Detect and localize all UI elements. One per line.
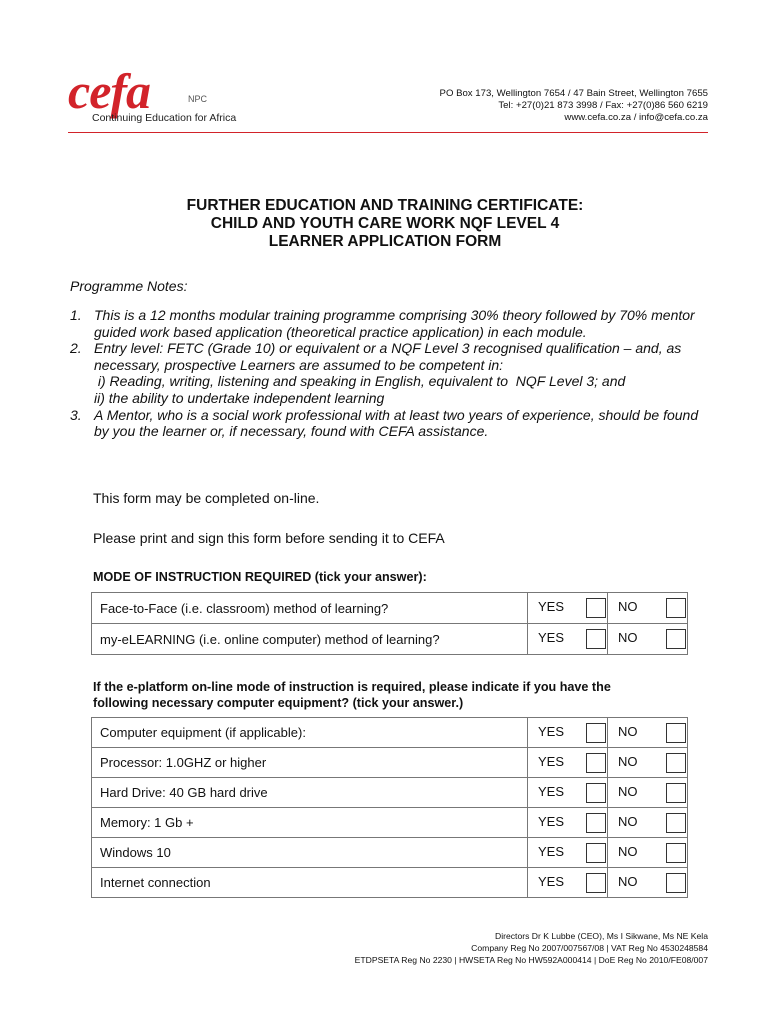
no-cell xyxy=(608,868,688,898)
logo-npc: NPC xyxy=(188,94,208,104)
yes-checkbox[interactable] xyxy=(586,753,606,773)
yes-checkbox[interactable] xyxy=(586,598,606,618)
footer-company-reg: Company Reg No 2007/007567/08 | VAT Reg No 4530248584 xyxy=(471,943,708,953)
no-checkbox[interactable] xyxy=(666,723,686,743)
mode-heading: MODE OF INSTRUCTION REQUIRED (tick your answer): xyxy=(93,570,427,584)
yes-label: YES xyxy=(538,723,565,739)
title-line-3: LEARNER APPLICATION FORM xyxy=(268,233,502,250)
table-row xyxy=(92,868,688,898)
no-label: NO xyxy=(618,813,638,829)
cefa-logo xyxy=(68,63,268,130)
note-item xyxy=(70,340,700,406)
no-cell xyxy=(608,778,688,808)
mode-label: Face-to-Face (i.e. classroom) method of learning? xyxy=(92,593,528,624)
yes-cell xyxy=(528,718,608,748)
table-row xyxy=(92,624,688,655)
note-text: A Mentor, who is a social work professional with at least two years of experience, should be found by you the learner or, if necessary, found with CEFA assistance. xyxy=(94,406,699,440)
contact-phone: Tel: +27(0)21 873 3998 / Fax: +27(0)86 560 6219 xyxy=(498,100,708,111)
note-text: This is a 12 months modular training programme comprising 30% theory followed by 70% mentor guided work based application (theoretical practice application) in each module. xyxy=(94,307,695,340)
table-row xyxy=(92,838,688,868)
logo-wordmark: cefa xyxy=(68,63,151,119)
note-subitem: ii) the ability to undertake independent learning xyxy=(94,389,385,406)
yes-checkbox[interactable] xyxy=(586,873,606,893)
yes-label: YES xyxy=(538,630,565,646)
yes-checkbox[interactable] xyxy=(586,843,606,863)
equipment-label: Hard Drive: 40 GB hard drive xyxy=(92,778,528,808)
no-label: NO xyxy=(618,599,638,615)
yes-label: YES xyxy=(538,599,565,615)
programme-notes-heading: Programme Notes: xyxy=(70,278,188,294)
no-checkbox[interactable] xyxy=(666,598,686,618)
table-row xyxy=(92,718,688,748)
table-row xyxy=(92,593,688,624)
note-number: 3. xyxy=(70,406,82,423)
equipment-label: Internet connection xyxy=(92,868,528,898)
yes-checkbox[interactable] xyxy=(586,783,606,803)
no-label: NO xyxy=(618,630,638,646)
yes-checkbox[interactable] xyxy=(586,813,606,833)
equipment-table xyxy=(91,717,688,898)
yes-label: YES xyxy=(538,813,565,829)
contact-block xyxy=(440,88,708,124)
no-label: NO xyxy=(618,873,638,889)
no-label: NO xyxy=(618,753,638,769)
yes-cell xyxy=(528,838,608,868)
no-cell xyxy=(608,838,688,868)
yes-cell xyxy=(528,748,608,778)
no-checkbox[interactable] xyxy=(666,813,686,833)
no-cell xyxy=(608,748,688,778)
yes-cell xyxy=(528,593,608,624)
no-checkbox[interactable] xyxy=(666,873,686,893)
footer-seta-reg: ETDPSETA Reg No 2230 | HWSETA Reg No HW592A000414 | DoE Reg No 2010/FE08/007 xyxy=(354,955,708,965)
contact-web: www.cefa.co.za / info@cefa.co.za xyxy=(564,112,708,123)
no-checkbox[interactable] xyxy=(666,753,686,773)
yes-label: YES xyxy=(538,843,565,859)
logo-tagline: Continuing Education for Africa xyxy=(92,112,237,124)
header-divider xyxy=(68,132,708,133)
mode-label: my-eLEARNING (i.e. online computer) method of learning? xyxy=(92,624,528,655)
print-note: Please print and sign this form before sending it to CEFA xyxy=(93,530,445,546)
equipment-label: Memory: 1 Gb + xyxy=(92,808,528,838)
footer-block xyxy=(355,930,708,966)
note-item xyxy=(70,307,700,340)
yes-label: YES xyxy=(538,783,565,799)
note-text: Entry level: FETC (Grade 10) or equivalent or a NQF Level 3 recognised qualification – and, as necessary, prospective Learners are assumed to be competent in: xyxy=(94,340,682,373)
no-checkbox[interactable] xyxy=(666,843,686,863)
table-row xyxy=(92,778,688,808)
table-row xyxy=(92,808,688,838)
yes-cell xyxy=(528,624,608,655)
no-cell xyxy=(608,718,688,748)
yes-cell xyxy=(528,808,608,838)
yes-cell xyxy=(528,778,608,808)
no-checkbox[interactable] xyxy=(666,783,686,803)
note-number: 2. xyxy=(70,340,82,357)
yes-checkbox[interactable] xyxy=(586,723,606,743)
programme-notes-list xyxy=(70,307,700,440)
equipment-label: Windows 10 xyxy=(92,838,528,868)
note-subitem: i) Reading, writing, listening and speaking in English, equivalent to NQF Level 3; and xyxy=(94,373,626,390)
no-cell xyxy=(608,624,688,655)
equipment-label: Computer equipment (if applicable): xyxy=(92,718,528,748)
yes-cell xyxy=(528,868,608,898)
equipment-heading: If the e-platform on-line mode of instruction is required, please indicate if you have the following necessary computer equipment? (tick your answer.) xyxy=(93,680,611,710)
title-line-2: CHILD AND YOUTH CARE WORK NQF LEVEL 4 xyxy=(210,215,560,232)
yes-label: YES xyxy=(538,753,565,769)
note-number: 1. xyxy=(70,307,82,323)
no-cell xyxy=(608,808,688,838)
note-item xyxy=(70,407,700,440)
form-title xyxy=(0,197,770,251)
yes-checkbox[interactable] xyxy=(586,629,606,649)
no-cell xyxy=(608,593,688,624)
footer-directors: Directors Dr K Lubbe (CEO), Ms I Sikwane, Ms NE Kela xyxy=(495,931,708,941)
no-label: NO xyxy=(618,723,638,739)
equipment-label: Processor: 1.0GHZ or higher xyxy=(92,748,528,778)
mode-table xyxy=(91,592,688,655)
no-label: NO xyxy=(618,843,638,859)
yes-label: YES xyxy=(538,873,565,889)
contact-address: PO Box 173, Wellington 7654 / 47 Bain Street, Wellington 7655 xyxy=(439,88,708,99)
no-label: NO xyxy=(618,783,638,799)
table-row xyxy=(92,748,688,778)
no-checkbox[interactable] xyxy=(666,629,686,649)
online-note: This form may be completed on-line. xyxy=(93,490,320,506)
title-line-1: FURTHER EDUCATION AND TRAINING CERTIFICATE: xyxy=(186,197,584,214)
